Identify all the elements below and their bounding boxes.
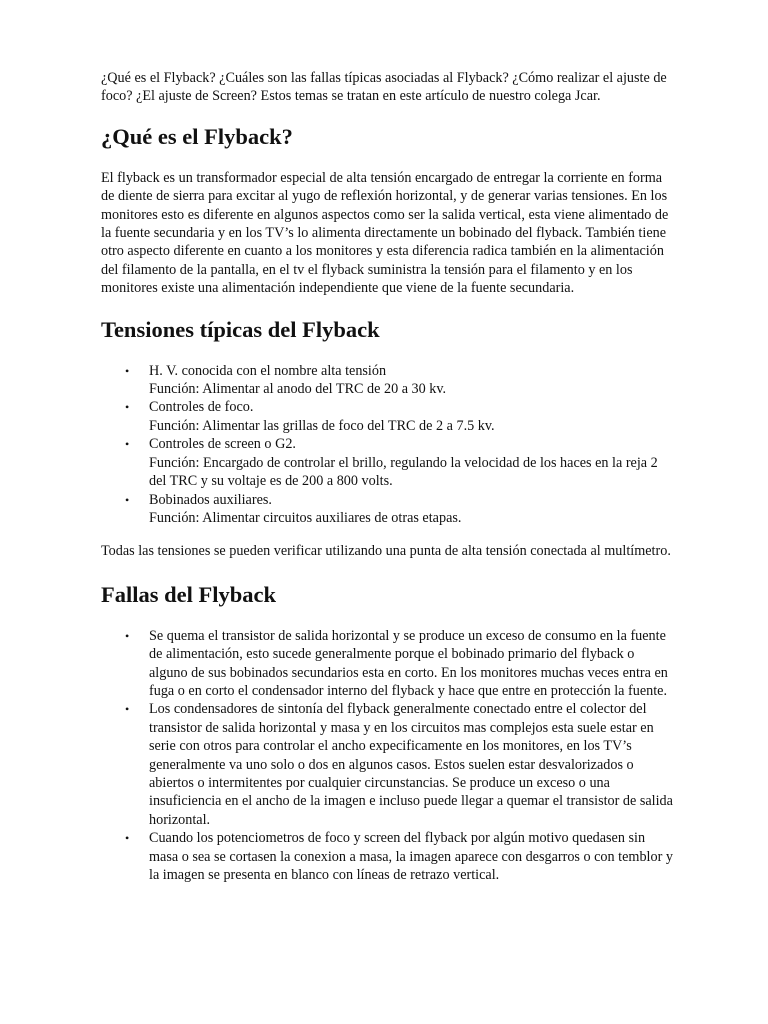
heading-tensiones-tipicas: Tensiones típicas del Flyback (101, 316, 380, 342)
list-item-title: • Controles de screen o G2. (149, 436, 296, 453)
flyback-description-paragraph: El flyback es un transformador especial de alta tensión encargado de entregar la corriente en forma de diente de sierra para excitar al yugo de reflexión horizontal, y de generar varias tensiones. En los monitores esto es diferente en algunos aspectos como ser la salida vertical, esta viene alimentado de la fuente secundaria y en los TV’s lo alimenta directamente un bobinado del flyback. También tiene otro aspecto diferente en cuanto a los monitores y esta diferencia radica también en la alimentación del filamento de la pantalla, en el tv el flyback suministra la tensión para el filamento y en los monitores existe una alimentación independiente que viene de la fuente secundaria. (101, 169, 669, 297)
list-item-detail: Función: Encargado de controlar el brillo, regulando la velocidad de los haces en la reja 2 del TRC y su voltaje es de 200 a 800 volts. (149, 454, 658, 490)
list-item (149, 491, 673, 528)
fallas-list (101, 627, 673, 885)
list-item (149, 362, 673, 399)
tensiones-note-paragraph: Todas las tensiones se pueden verificar utilizando una punta de alta tensión conectada al multímetro. (101, 543, 671, 560)
document-page (101, 69, 673, 899)
list-item (149, 435, 673, 490)
list-item-title: • Controles de foco. (149, 399, 254, 416)
list-item: • Cuando los potenciometros de foco y screen del flyback por algún motivo quedasen sin masa o sea se cortasen la conexion a masa, la imagen aparece con desgarros o con temblor y la imagen se presenta en blanco con líneas de retrazo vertical. (149, 829, 673, 884)
list-item-detail: Función: Alimentar al anodo del TRC de 20 a 30 kv. (149, 381, 447, 398)
list-item-detail: Función: Alimentar las grillas de foco del TRC de 2 a 7.5 kv. (149, 417, 495, 434)
list-item-title: • Bobinados auxiliares. (149, 491, 272, 508)
list-item: • Se quema el transistor de salida horizontal y se produce un exceso de consumo en la fuente de alimentación, esto sucede generalmente porque el bobinado primario del flyback o alguno de sus bobinados secundarios esta en corto. En los monitores muchas veces entra en fuga o en corto el condensador interno del flyback y hace que entre en protección la fuente. (149, 627, 673, 701)
heading-fallas-flyback: Fallas del Flyback (101, 581, 277, 607)
tensiones-list (101, 362, 673, 528)
list-item (149, 398, 673, 435)
intro-paragraph: ¿Qué es el Flyback? ¿Cuáles son las fallas típicas asociadas al Flyback? ¿Cómo realizar el ajuste de foco? ¿El ajuste de Screen? Estos temas se tratan en este artículo de nuestro colega Jcar. (101, 70, 667, 105)
list-item: • Los condensadores de sintonía del flyback generalmente conectado entre el colector del transistor de salida horizontal y masa y en los circuitos mas complejos esta suele estar en serie con otros para controlar el ancho expecificamente en los monitores, en los TV’s generalmente va uno solo o dos en algunos casos. Estos suelen estar desvalorizados o abiertos o intermitentes por cualquier circunstancias. Se produce un exceso o una insuficiencia en el ancho de la imagen e incluso puede llegar a quemar el transistor de salida horizontal. (149, 700, 673, 829)
list-item-detail: Función: Alimentar circuitos auxiliares de otras etapas. (149, 509, 462, 526)
list-item-title: • H. V. conocida con el nombre alta tensión (149, 362, 387, 379)
heading-que-es-flyback: ¿Qué es el Flyback? (101, 123, 293, 149)
